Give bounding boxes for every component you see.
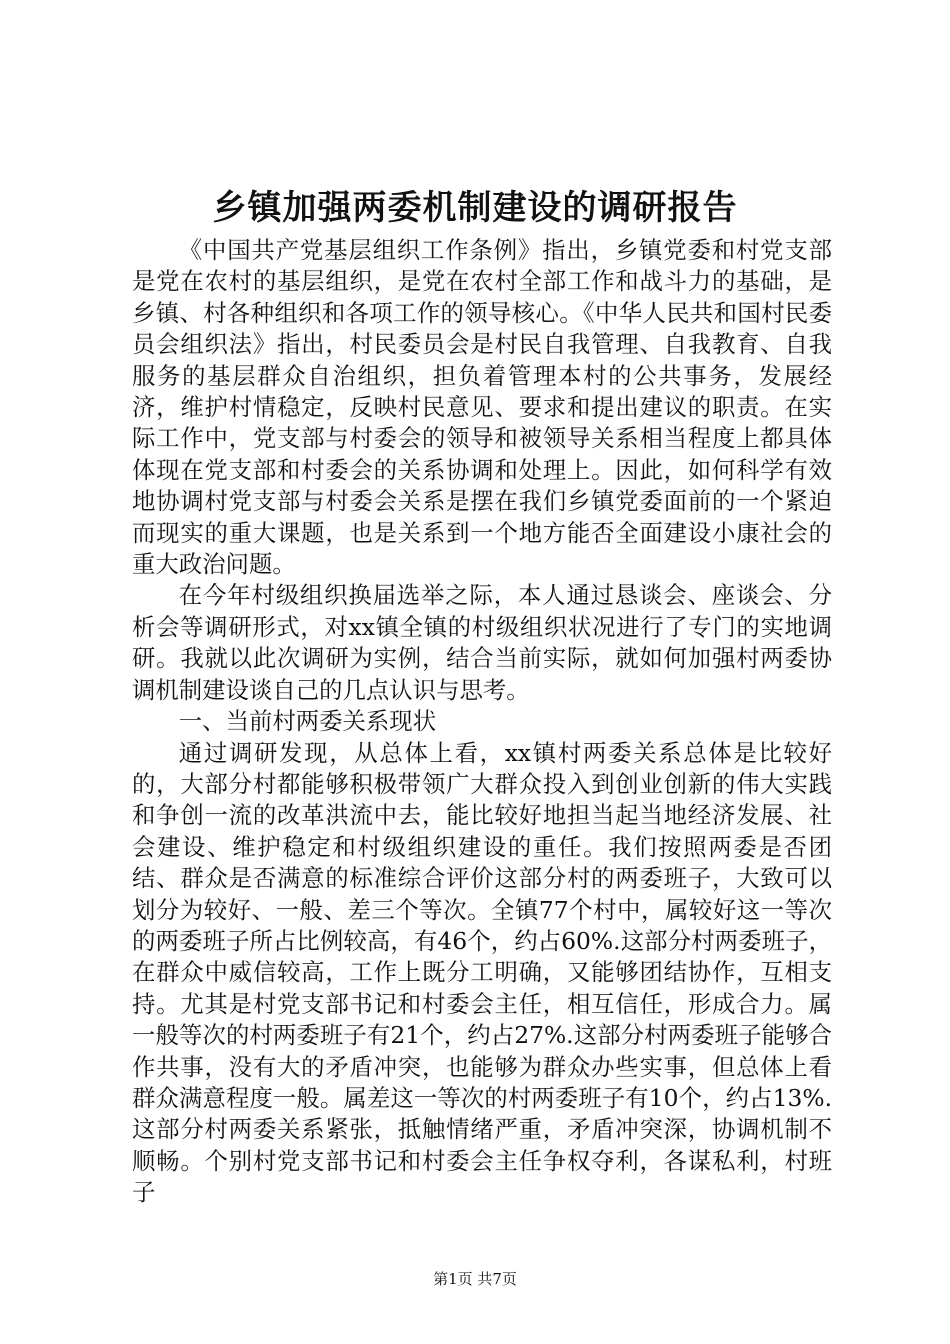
page-footer: 第1页 共7页 [433, 1270, 517, 1288]
document-title: 乡镇加强两委机制建设的调研报告 [212, 188, 738, 228]
paragraph-findings: 通过调研发现，从总体上看，xx镇村两委关系总体是比较好的，大部分村都能够积极带领广大群众投入到创业创新的伟大实践和争创一流的改革洪流中去，能比较好地担当起当地经济发展、社会建设、维护稳定和村级组织建设的重任。我们按照两委是否团结、群众是否满意的标准综合评价这部分村的两委班子，大致可以划分为较好、一般、差三个等次。全镇77个村中，属较好这一等次的两委班子所占比例较高，有46个，约占60%.这部分村两委班子，在群众中威信较高，工作上既分工明确，又能够团结协作，互相支持。尤其是村党支部书记和村委会主任，相互信任，形成合力。属一般等次的村两委班子有21个，约占27%.这部分村两委班子能够合作共事，没有大的矛盾冲突，也能够为群众办些实事，但总体上看群众满意程度一般。属差这一等次的村两委班子有10个，约占13%.这部分村两委关系紧张，抵触情绪严重，矛盾冲突深，协调机制不顺畅。个别村党支部书记和村委会主任争权夺利，各谋私利，村班子 [132, 738, 832, 1207]
paragraph-intro: 《中国共产党基层组织工作条例》指出，乡镇党委和村党支部是党在农村的基层组织，是党在农村全部工作和战斗力的基础，是乡镇、村各种组织和各项工作的领导核心。《中华人民共和国村民委员会组织法》指出，村民委员会是村民自我管理、自我教育、自我服务的基层群众自治组织，担负着管理本村的公共事务，发展经济，维护村情稳定，反映村民意见、要求和提出建议的职责。在实际工作中，党支部与村委会的领导和被领导关系相当程度上都具体体现在党支部和村委会的关系协调和处理上。因此，如何科学有效地协调村党支部与村委会关系是摆在我们乡镇党委面前的一个紧迫而现实的重大课题，也是关系到一个地方能否全面建设小康社会的重大政治问题。 [132, 236, 832, 579]
section-heading: 一、当前村两委关系现状 [178, 707, 437, 736]
paragraph-survey: 在今年村级组织换届选举之际，本人通过恳谈会、座谈会、分析会等调研形式，对xx镇全镇的村级组织状况进行了专门的实地调研。我就以此次调研为实例，结合当前实际，就如何加强村两委协调机制建设谈自己的几点认识与思考。 [132, 581, 832, 704]
document-body [132, 235, 832, 1209]
